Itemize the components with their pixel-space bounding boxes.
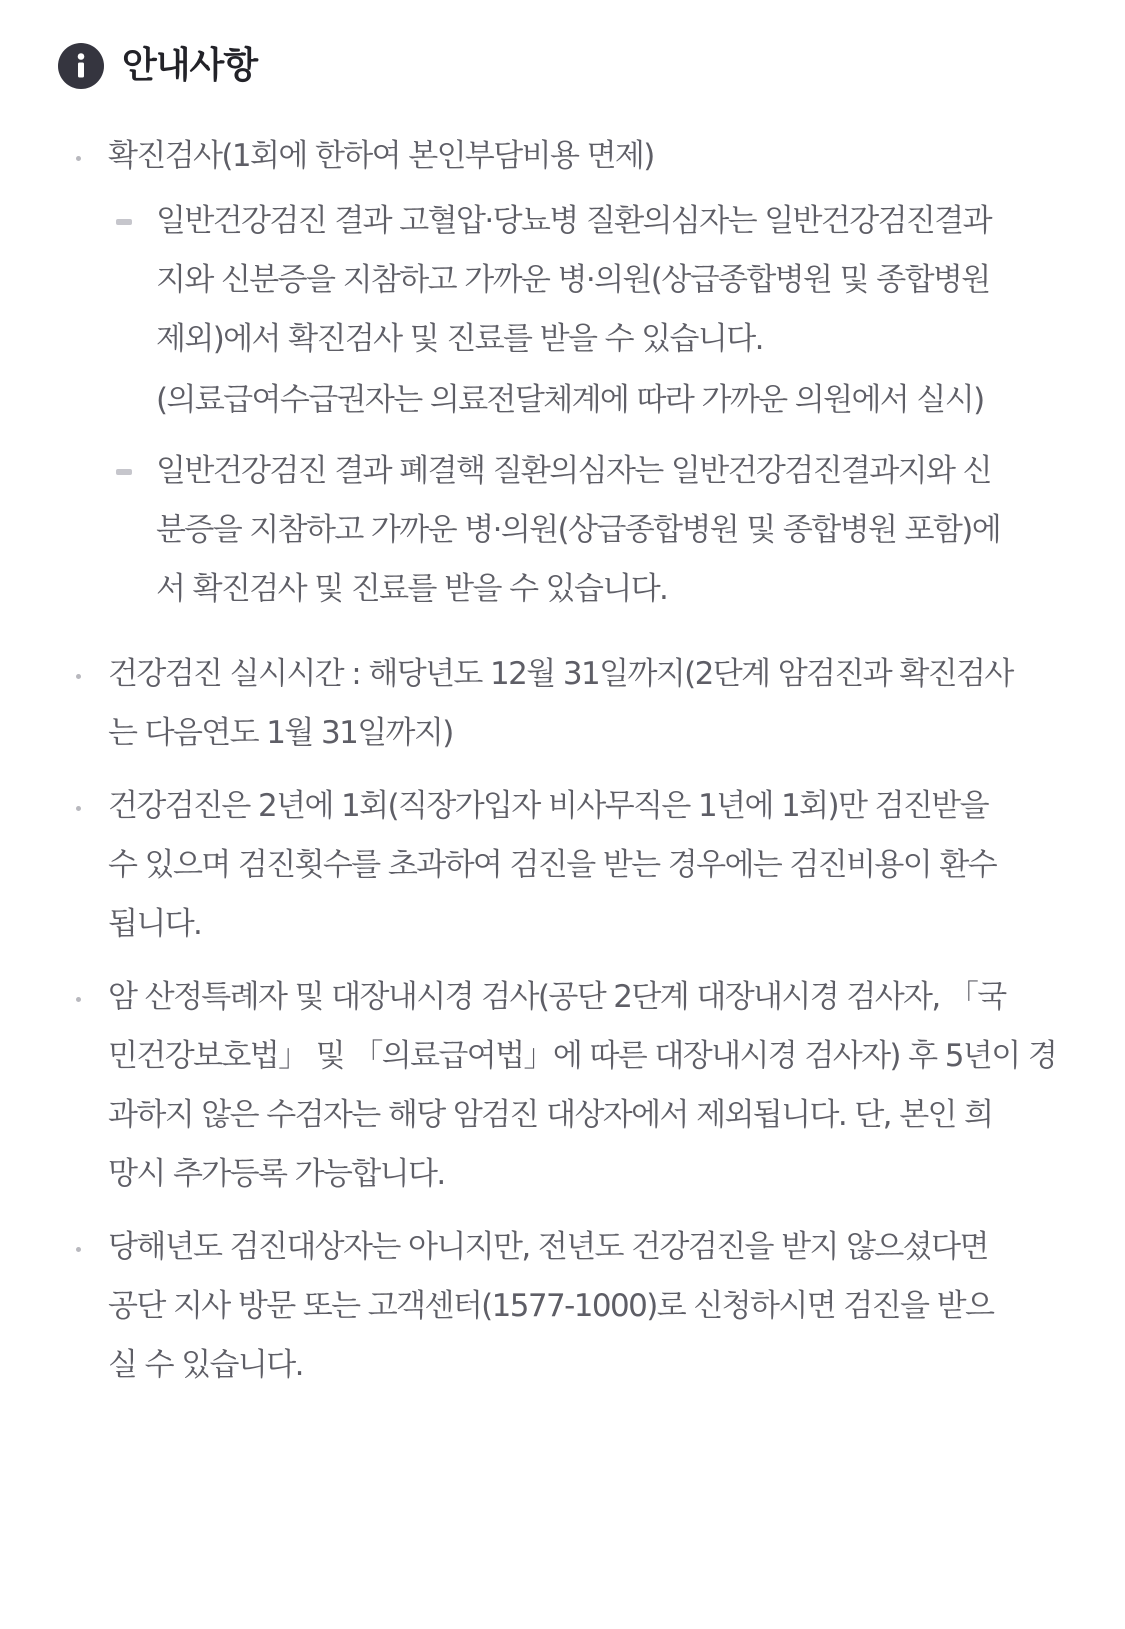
- notice-item-checkup-period: [0, 645, 1125, 763]
- text-line: 는 다음연도 1월 31일까지): [108, 715, 453, 751]
- text-line: 제외)에서 확진검사 및 진료를 받을 수 있습니다.: [156, 321, 763, 357]
- text-line: 수 있으며 검진횟수를 초과하여 검진을 받는 경우에는 검진비용이 환수: [108, 847, 997, 883]
- notice-item-text: [108, 127, 1085, 186]
- bullet-dot: [76, 156, 81, 161]
- sub-notice-item-tuberculosis: [108, 442, 1085, 619]
- notice-item-text: [108, 777, 1085, 954]
- notice-list: [0, 127, 1125, 1409]
- sub-notice-text: [156, 442, 1085, 619]
- text-line: 확진검사(1회에 한하여 본인부담비용 면제): [108, 138, 654, 174]
- text-line: 건강검진은 2년에 1회(직장가입자 비사무직은 1년에 1회)만 검진받을: [108, 788, 988, 824]
- bullet-dot: [76, 997, 81, 1002]
- text-line: 실 수 있습니다.: [108, 1347, 303, 1383]
- bullet-dot: [76, 1247, 81, 1252]
- notice-item-confirmation-test: [0, 127, 1125, 619]
- text-line: 당해년도 검진대상자는 아니지만, 전년도 건강검진을 받지 않으셨다면: [108, 1229, 988, 1265]
- notice-header: [58, 42, 257, 90]
- text-line: 서 확진검사 및 진료를 받을 수 있습니다.: [156, 571, 668, 607]
- page-title: 안내사항: [122, 45, 258, 86]
- text-line: 일반건강검진 결과 폐결핵 질환의심자는 일반건강검진결과지와 신: [156, 453, 991, 489]
- text-line: 암 산정특례자 및 대장내시경 검사(공단 2단계 대장내시경 검사자, 「국: [108, 979, 1006, 1015]
- text-line: 과하지 않은 수검자는 해당 암검진 대상자에서 제외됩니다. 단, 본인 희: [108, 1097, 993, 1133]
- text-line: 망시 추가등록 가능합니다.: [108, 1156, 445, 1192]
- bullet-dot: [76, 806, 81, 811]
- text-line: 됩니다.: [108, 906, 202, 942]
- text-line: 분증을 지참하고 가까운 병·의원(상급종합병원 및 종합병원 포함)에: [156, 512, 1001, 548]
- sub-notice-item-hypertension-diabetes: [108, 192, 1085, 430]
- text-line: 건강검진 실시시간 : 해당년도 12월 31일까지(2단계 암검진과 확진검사: [108, 656, 1013, 692]
- bullet-dash: [116, 469, 132, 475]
- notice-item-text: [108, 645, 1085, 763]
- sub-notice-text: [156, 192, 1085, 430]
- text-line: 일반건강검진 결과 고혈압·당뇨병 질환의심자는 일반건강검진결과: [156, 203, 991, 239]
- bullet-dash: [116, 219, 132, 225]
- text-line: 민건강보호법」 및 「의료급여법」에 따른 대장내시경 검사자) 후 5년이 경: [108, 1038, 1057, 1074]
- sub-notice-list: [108, 192, 1085, 619]
- info-icon: [58, 43, 104, 89]
- notice-item-previous-year: [0, 1218, 1125, 1395]
- notice-item-checkup-frequency: [0, 777, 1125, 954]
- text-line: 지와 신분증을 지참하고 가까운 병·의원(상급종합병원 및 종합병원: [156, 262, 990, 298]
- notice-item-cancer-exclusion: [0, 968, 1125, 1204]
- bullet-dot: [76, 674, 81, 679]
- notice-item-text: [108, 1218, 1085, 1395]
- sub-notice-note: (의료급여수급권자는 의료전달체계에 따라 가까운 의원에서 실시): [156, 382, 984, 418]
- text-line: 공단 지사 방문 또는 고객센터(1577-1000)로 신청하시면 검진을 받으: [108, 1288, 994, 1324]
- notice-item-text: [108, 968, 1085, 1204]
